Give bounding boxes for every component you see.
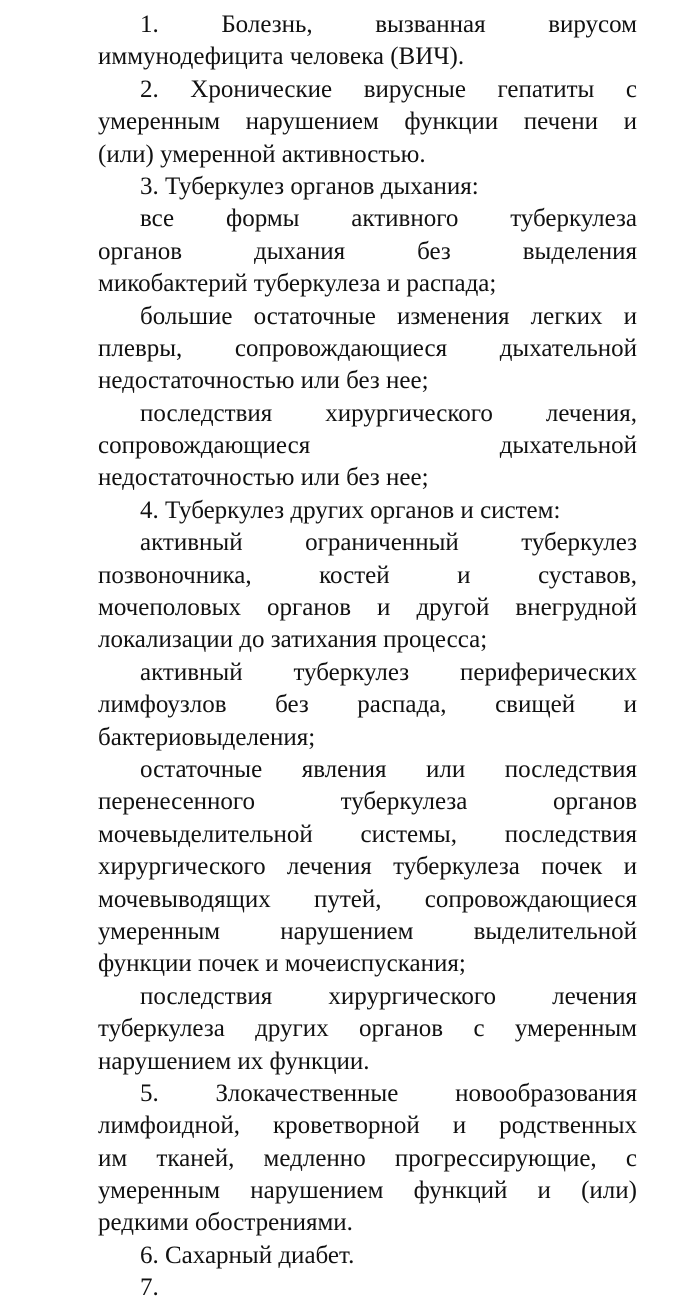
text-line: мочеполовых органов и другой внегрудной (98, 594, 637, 622)
text-line: плевры, сопровождающиеся дыхательной (98, 334, 637, 362)
text-line: умеренным нарушением выделительной (98, 917, 637, 945)
text-line: иммунодефицита человека (ВИЧ). (98, 43, 465, 71)
paragraph (98, 1240, 637, 1272)
paragraph (98, 1078, 637, 1240)
paragraph (98, 9, 637, 74)
text-line: органов дыхания без выделения (98, 237, 637, 265)
text-line: нарушением их функции. (98, 1047, 370, 1075)
text-line: лимфоидной, кроветворной и родственных (98, 1112, 637, 1140)
text-line: 1. Болезнь, вызванная вирусом (140, 11, 637, 38)
text-line: 3. Туберкулез органов дыхания: (140, 172, 479, 200)
text-line: лимфоузлов без распада, свищей и (98, 691, 637, 719)
text-line: все формы активного туберкулеза (140, 205, 637, 233)
paragraph (98, 301, 637, 398)
text-line: перенесенного туберкулеза органов (98, 788, 637, 816)
text-line: позвоночника, костей и суставов, (98, 561, 637, 589)
text-line: большие остаточные изменения легких и (140, 302, 637, 330)
text-line: умеренным нарушением функций и (или) (98, 1177, 637, 1205)
text-line: хирургического лечения туберкулеза почек и (98, 853, 637, 881)
document-page (98, 9, 637, 1305)
paragraph (98, 657, 637, 754)
text-line: остаточные явления или последствия (140, 755, 637, 783)
paragraph (98, 495, 637, 527)
text-line: функции почек и мочеиспускания; (98, 950, 466, 978)
text-line: 2. Хронические вирусные гепатиты с (140, 75, 637, 103)
text-line: (или) умеренной активностью. (98, 140, 426, 168)
text-line: мочевыводящих путей, сопровождающиеся (98, 885, 637, 913)
text-line: умеренным нарушением функции печени и (98, 108, 637, 136)
text-line: микобактерий туберкулеза и распада; (98, 270, 497, 298)
text-line: недостаточностью или без нее; (98, 464, 429, 492)
text-line: последствия хирургического лечения, (140, 399, 637, 427)
text-line: туберкулеза других органов с умеренным (98, 1015, 637, 1043)
text-line: активный туберкулез периферических (140, 658, 637, 686)
text-line: сопровождающиеся дыхательной (98, 432, 637, 460)
text-line: 5. Злокачественные новообразования (140, 1079, 637, 1107)
paragraph (98, 1272, 637, 1304)
text-line: мочевыделительной системы, последствия (98, 820, 637, 848)
paragraph (98, 74, 637, 171)
paragraph (98, 398, 637, 495)
paragraph (98, 171, 637, 203)
text-line: локализации до затихания процесса; (98, 626, 488, 654)
text-line: 6. Сахарный диабет. (140, 1241, 355, 1269)
text-line: активный ограниченный туберкулез (140, 529, 637, 557)
text-line: 7. (140, 1274, 159, 1302)
text-line: бактериовыделения; (98, 723, 316, 751)
text-line: недостаточностью или без нее; (98, 367, 429, 395)
paragraph (98, 203, 637, 300)
text-line: редкими обострениями. (98, 1209, 353, 1237)
paragraph (98, 981, 637, 1078)
paragraph (98, 754, 637, 981)
text-line: 4. Туберкулез других органов и систем: (140, 496, 561, 524)
text-line: им тканей, медленно прогрессирующие, с (98, 1144, 637, 1172)
paragraph (98, 527, 637, 657)
text-line: последствия хирургического лечения (140, 982, 637, 1010)
